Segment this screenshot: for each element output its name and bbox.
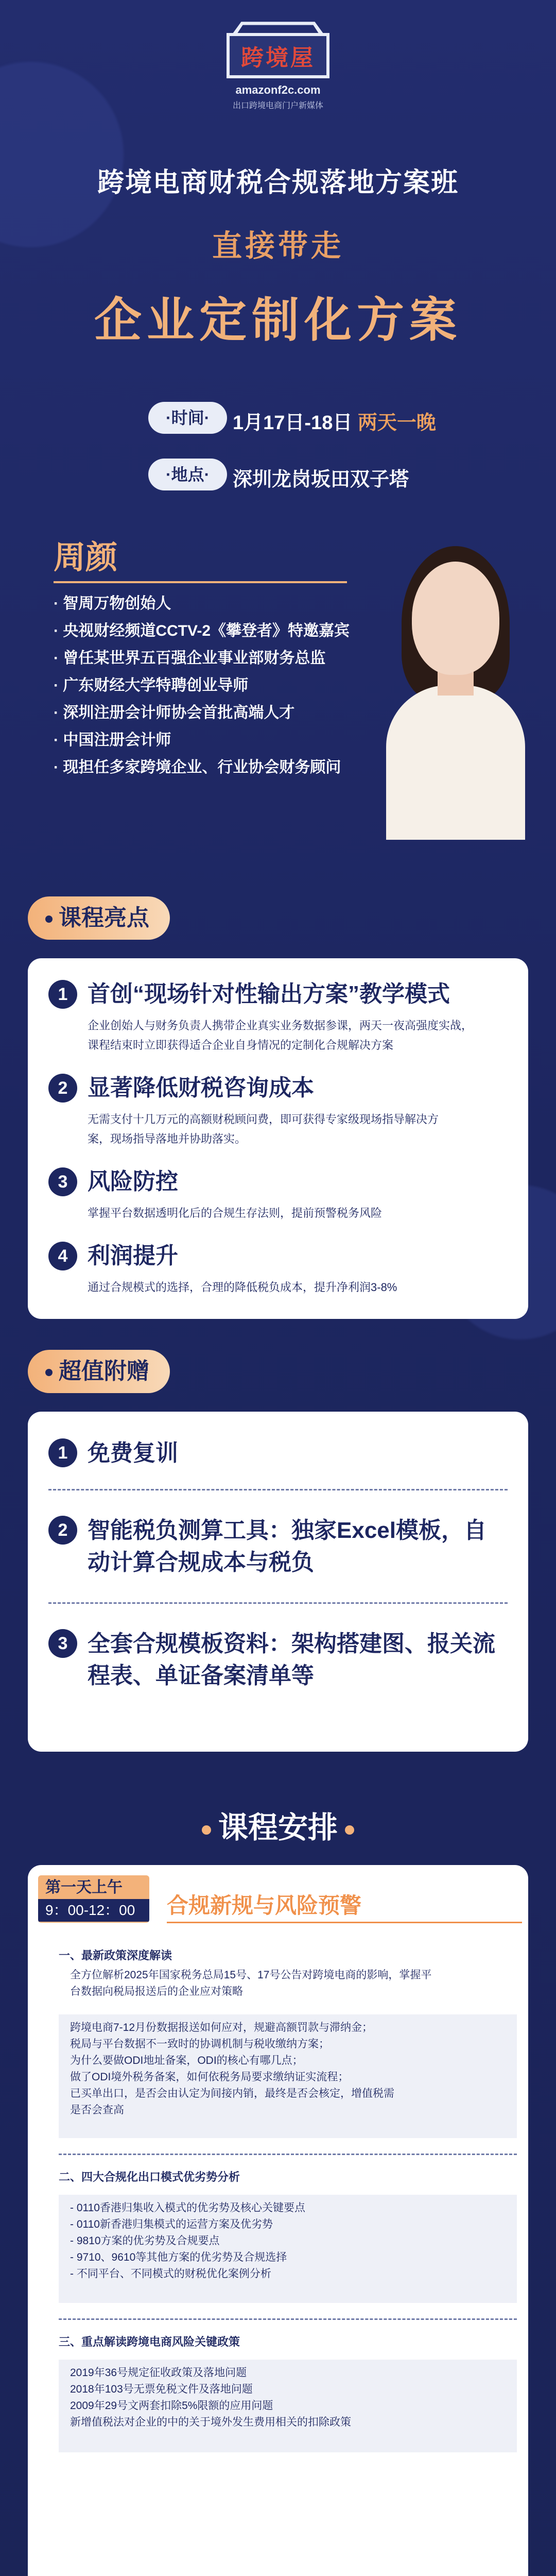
place-value: 深圳龙岗坂田双子塔 (233, 469, 409, 490)
credential-item: · 央视财经频道CCTV-2《攀登者》特邀嘉宾 (54, 617, 350, 645)
desc-line: 无需支付十几万元的高额财税顾问费，即可获得专家级现场指导解决方 (88, 1113, 439, 1126)
item-title: 免费复训 (88, 1440, 178, 1466)
item-number: 2 (48, 1516, 77, 1545)
block-line: - 9710、9610等其他方案的优劣势及合规选择 (70, 2251, 287, 2263)
block-line: 2019年36号规定征收政策及落地问题 (70, 2367, 247, 2379)
divider (59, 2318, 517, 2320)
lecturer-name: 周颜 (54, 540, 118, 575)
block-line: 是否会查高 (70, 2104, 124, 2116)
logo-url: amazonf2c.com (235, 83, 321, 96)
bonus-card (28, 1412, 528, 1752)
item-number: 3 (48, 1629, 77, 1658)
credential-item: · 现担任多家跨境企业、行业协会财务顾问 (54, 754, 350, 781)
schedule-block (59, 2169, 517, 2189)
block-line: 台数据向税局报送后的企业应对策略 (70, 1986, 243, 1997)
photo-face (412, 562, 499, 675)
item-desc (88, 1278, 499, 1297)
course-title: 跨境电商财税合规落地方案班 (97, 168, 459, 198)
schedule-title: 课程安排 (218, 1811, 338, 1844)
item-desc (88, 1204, 499, 1223)
item-desc (88, 1016, 499, 1055)
brand-logo[interactable] (214, 21, 342, 111)
credential-item: · 曾任某世界五百强企业事业部财务总监 (54, 645, 350, 672)
desc-line: 案，现场指导落地并协助落实。 (88, 1132, 247, 1145)
block-title: 二、四大合规化出口模式优劣势分析 (59, 2171, 240, 2183)
place-label: ·地点· (148, 459, 227, 490)
block-line: - 9810方案的优劣势及合规要点 (70, 2235, 220, 2247)
schedule-block (59, 2365, 517, 2431)
logo-box (227, 33, 329, 78)
time-label: ·时间· (148, 402, 227, 434)
session-card (28, 1865, 528, 2576)
session-time: 9：00-12：00 (38, 1899, 149, 1922)
credential-item: · 中国注册会计师 (54, 726, 350, 754)
highlights-card (28, 958, 528, 1319)
desc-line: 通过合规模式的选择，合理的降低税负成本，提升净利润3-8% (88, 1281, 397, 1294)
course-subtitle: 直接带走 (212, 229, 344, 263)
block-line: - 不同平台、不同模式的财税优化案例分析 (70, 2268, 271, 2280)
block-line: - 0110香港归集收入模式的优劣势及核心关键要点 (70, 2202, 305, 2214)
photo-body (386, 685, 525, 840)
lecturer-credentials (54, 590, 350, 781)
dot-icon (202, 1825, 211, 1835)
block-title: 一、最新政策深度解读 (59, 1949, 172, 1962)
divider (167, 1922, 522, 1923)
block-line: 全方位解析2025年国家税务总局15号、17号公告对跨境电商的影响，掌握平 (70, 1969, 432, 1981)
desc-line: 掌握平台数据透明化后的合规生存法则，提前预警税务风险 (88, 1207, 383, 1219)
block-line: 跨境电商7-12月份数据报送如何应对，规避高额罚款与滞纳金； (70, 2022, 373, 2033)
time-dates: 1月17日-18日 (233, 412, 353, 434)
dot-icon (345, 1825, 354, 1835)
divider (48, 1489, 508, 1490)
bg-glow (0, 62, 124, 247)
item-number: 3 (48, 1167, 77, 1196)
item-title: 显著降低财税咨询成本 (88, 1075, 314, 1100)
highlights-tab: 课程亮点 (28, 896, 170, 940)
block-line: 新增值税法对企业的中的关于境外发生费用相关的扣除政策 (70, 2416, 351, 2428)
session-day: 第一天上午 (45, 1879, 123, 1896)
desc-line: 企业创始人与财务负责人携带企业真实业务数据参课，两天一夜高强度实战， (88, 1019, 473, 1032)
block-line: 做了ODI境外税务备案，如何依税务局要求缴纳证实流程； (70, 2071, 349, 2083)
item-number: 1 (48, 980, 77, 1009)
block-line: 税局与平台数据不一致时的协调机制与税收缴纳方案； (70, 2038, 329, 2050)
block-line: 2009年29号文两套扣除5%限额的应用问题 (70, 2400, 273, 2412)
schedule-block (59, 2020, 517, 2119)
block-line: 为什么要做ODI地址备案，ODI的核心有哪几点； (70, 2055, 303, 2066)
block-line: - 0110新香港归集模式的运营方案及优劣势 (70, 2218, 273, 2230)
lecturer-section (0, 520, 556, 840)
divider (59, 2154, 517, 2155)
time-highlight: 两天一晚 (357, 412, 436, 434)
bonus-tab: 超值附赠 (28, 1350, 170, 1393)
lecturer-photo (381, 531, 530, 840)
desc-line: 课程结束时立即获得适合企业自身情况的定制化合规解决方案 (88, 1039, 394, 1052)
item-title: 利润提升 (88, 1243, 178, 1268)
schedule-heading (0, 1803, 556, 1846)
schedule-block (59, 1947, 517, 2000)
block-line: 已买单出口，是否会由认定为间接内销，最终是否会核定，增值税需 (70, 2088, 394, 2099)
credential-item: · 智周万物创始人 (54, 590, 350, 617)
course-headline: 企业定制化方案 (94, 294, 462, 347)
divider (54, 581, 347, 583)
block-title: 三、重点解读跨境电商风险关键政策 (59, 2335, 240, 2348)
item-title: 智能税负测算工具：独家Excel模板，自动计算合规成本与税负 (88, 1518, 486, 1575)
credential-item: · 深圳注册会计师协会首批高端人才 (54, 699, 350, 726)
session-topic: 合规新规与风险预警 (167, 1893, 362, 1918)
block-line: 2018年103号无票免税文件及落地问题 (70, 2383, 253, 2395)
time-value (233, 406, 436, 435)
logo-text: 跨境屋 (241, 45, 315, 71)
item-number: 2 (48, 1074, 77, 1103)
divider (48, 1602, 508, 1604)
item-title: 全套合规模板资料：架构搭建图、报关流程表、单证备案清单等 (88, 1631, 495, 1688)
item-desc (88, 1110, 499, 1149)
session-day-tag (38, 1875, 149, 1923)
item-number: 4 (48, 1242, 77, 1270)
logo-subtitle: 出口跨境电商门户新媒体 (232, 101, 323, 110)
credential-item: · 广东财经大学特聘创业导师 (54, 672, 350, 699)
item-number: 1 (48, 1438, 77, 1467)
schedule-block (59, 2200, 517, 2282)
schedule-block (59, 2334, 517, 2353)
item-title: 首创“现场针对性输出方案”教学模式 (88, 981, 450, 1007)
item-title: 风险防控 (88, 1169, 178, 1194)
